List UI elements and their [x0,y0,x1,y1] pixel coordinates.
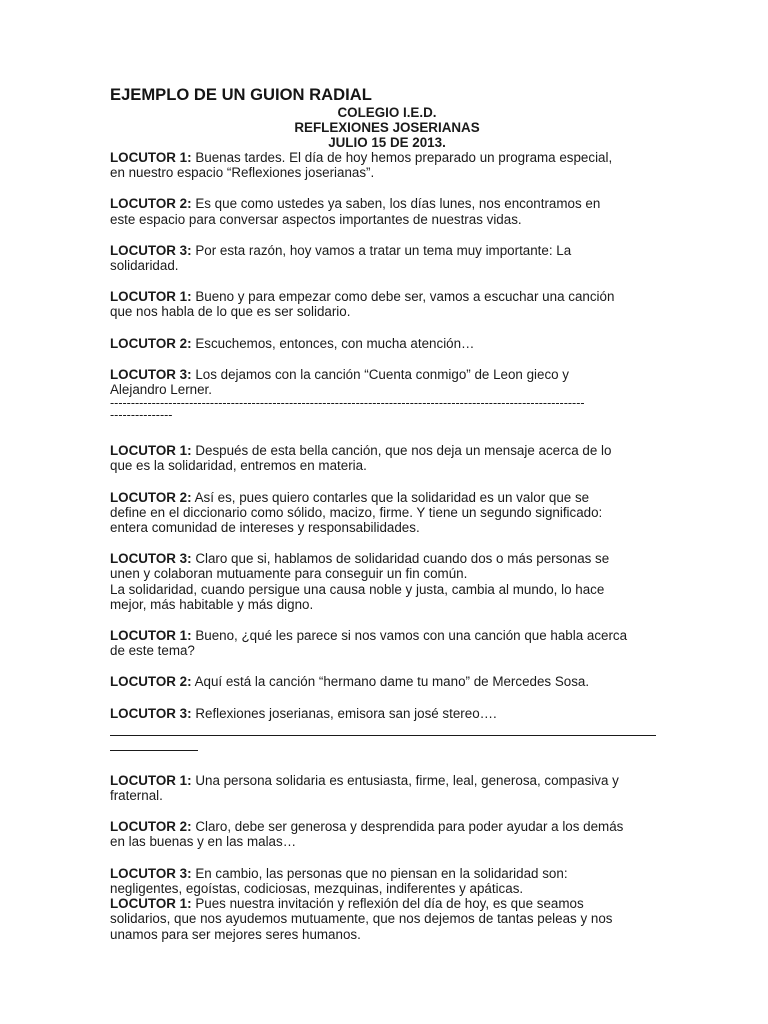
dialogue-line [110,866,658,881]
radio-script-document [110,86,658,958]
dialogue-line [110,196,658,211]
dialogue-line [110,773,658,788]
dialogue-line [110,382,658,397]
dialogue-line [110,674,658,689]
dashed-separator: ------------------------------------------------------------------------------------------------------------------ [110,397,585,410]
script-section-1 [110,150,658,397]
dialogue-line [110,927,658,942]
dialogue-text: Reflexiones joserianas, emisora san josé stereo…. [195,705,497,721]
speaker-label: LOCUTOR 1: [110,150,192,165]
speaker-label: LOCUTOR 1: [110,443,192,459]
underline-separator [110,721,656,736]
dialogue-paragraph [110,367,658,397]
dialogue-line [110,896,658,911]
speaker-label: LOCUTOR 3: [110,366,192,382]
dialogue-paragraph [110,490,658,536]
dialogue-line [110,911,658,926]
dialogue-paragraph [110,243,658,273]
dialogue-line [110,243,658,258]
dialogue-paragraph [110,896,658,942]
dialogue-text: entera comunidad de intereses y responsabilidades. [110,520,420,536]
dialogue-text: en nuestro espacio “Reflexiones joserianas”. [110,165,375,181]
dialogue-text: Escuchemos, entonces, con mucha atención… [195,335,475,351]
dialogue-line [110,458,658,473]
underline-separator-continuation [110,736,198,751]
speaker-label: LOCUTOR 1: [110,772,192,788]
dialogue-paragraph [110,674,658,689]
dialogue-text: Los dejamos con la canción “Cuenta conmigo” de Leon gieco y [195,366,570,382]
speaker-label: LOCUTOR 3: [110,242,192,258]
dialogue-text: En cambio, las personas que no piensan en la solidaridad son: [195,865,568,881]
dialogue-text: en las buenas y en las malas… [110,834,297,850]
dialogue-paragraph [110,628,658,658]
dialogue-text: Claro que si, hablamos de solidaridad cuando dos o más personas se [195,551,610,567]
dialogue-paragraph [110,773,658,803]
dialogue-text: Bueno y para empezar como debe ser, vamos a escuchar una canción [195,289,615,305]
dialogue-line [110,881,658,896]
script-section-3 [110,773,658,942]
dialogue-paragraph [110,551,658,612]
dialogue-text: Una persona solidaria es entusiasta, firme, leal, generosa, compasiva y [195,772,619,788]
dialogue-text: que nos habla de lo que es ser solidario. [110,304,351,320]
speaker-label: LOCUTOR 2: [110,674,192,690]
dialogue-text: Bueno, ¿qué les parece si nos vamos con una canción que habla acerca [195,628,628,644]
speaker-label: LOCUTOR 1: [110,628,192,644]
dashed-separator-continuation: --------------- [110,409,173,422]
dialogue-text: Pues nuestra invitación y reflexión del día de hoy, es que seamos [195,896,584,912]
dialogue-text: define en el diccionario como sólido, macizo, firme. Y tiene un segundo significado: [110,504,603,520]
dialogue-text: solidaridad. [110,258,179,274]
dialogue-line [110,490,658,505]
speaker-label: LOCUTOR 2: [110,489,192,505]
dialogue-text: que es la solidaridad, entremos en materia. [110,458,367,474]
speaker-label: LOCUTOR 2: [110,819,192,835]
speaker-label: LOCUTOR 3: [110,551,192,567]
document-title: EJEMPLO DE UN GUION RADIAL [110,85,372,104]
dialogue-paragraph [110,336,658,351]
script-date: JULIO 15 DE 2013. [328,135,446,150]
dialogue-text: Es que como ustedes ya saben, los días lunes, nos encontramos en [195,196,601,212]
speaker-label: LOCUTOR 3: [110,865,192,881]
dialogue-paragraph [110,196,658,226]
dialogue-text: Buenas tardes. El día de hoy hemos preparado un programa especial, [195,150,613,165]
dialogue-line [110,582,658,597]
dialogue-line [110,505,658,520]
speaker-label: LOCUTOR 2: [110,335,192,351]
dialogue-text: unamos para ser mejores seres humanos. [110,926,361,942]
dialogue-text: de este tema? [110,643,195,659]
dialogue-text: Después de esta bella canción, que nos deja un mensaje acerca de lo [195,443,612,459]
speaker-label: LOCUTOR 3: [110,705,192,721]
speaker-label: LOCUTOR 1: [110,896,192,912]
dialogue-paragraph [110,150,658,180]
dialogue-text: fraternal. [110,788,163,804]
dialogue-text: Alejandro Lerner. [110,382,212,398]
dialogue-paragraph [110,819,658,849]
dialogue-line [110,165,658,180]
dialogue-line [110,566,658,581]
dialogue-paragraph [110,866,658,896]
dialogue-line [110,819,658,834]
dialogue-text: este espacio para conversar aspectos importantes de nuestras vidas. [110,211,522,227]
dialogue-line [110,443,658,458]
speaker-label: LOCUTOR 1: [110,289,192,305]
dialogue-text: Claro, debe ser generosa y desprendida para poder ayudar a los demás [195,819,624,835]
dialogue-text: Por esta razón, hoy vamos a tratar un tema muy importante: La [195,242,572,258]
dialogue-paragraph [110,443,658,473]
dialogue-line [110,150,658,165]
dialogue-paragraph [110,289,658,319]
dialogue-text: La solidaridad, cuando persigue una causa noble y justa, cambia al mundo, lo hace [110,581,605,597]
dialogue-line [110,597,658,612]
dialogue-line [110,289,658,304]
speaker-label: LOCUTOR 2: [110,196,192,212]
dialogue-line [110,304,658,319]
dialogue-line [110,834,658,849]
dialogue-line [110,628,658,643]
dialogue-line [110,706,658,721]
dialogue-line [110,643,658,658]
dialogue-text: Aquí está la canción “hermano dame tu mano” de Mercedes Sosa. [194,674,590,690]
program-name: REFLEXIONES JOSERIANAS [294,120,480,135]
dialogue-text: solidarios, que nos ayudemos mutuamente, que nos dejemos de tantas peleas y nos [110,911,613,927]
dialogue-line [110,551,658,566]
school-name: COLEGIO I.E.D. [337,105,437,120]
dialogue-text: mejor, más habitable y más digno. [110,596,314,612]
dialogue-line [110,336,658,351]
dialogue-text: Así es, pues quiero contarles que la solidaridad es un valor que se [194,489,590,505]
dialogue-line [110,258,658,273]
dialogue-line [110,212,658,227]
dialogue-line [110,788,658,803]
dialogue-line [110,367,658,382]
script-section-2 [110,443,658,721]
dialogue-paragraph [110,706,658,721]
dialogue-text: negligentes, egoístas, codiciosas, mezquinas, indiferentes y apáticas. [110,880,524,896]
dialogue-line [110,520,658,535]
dialogue-text: unen y colaboran mutuamente para conseguir un fin común. [110,566,468,582]
